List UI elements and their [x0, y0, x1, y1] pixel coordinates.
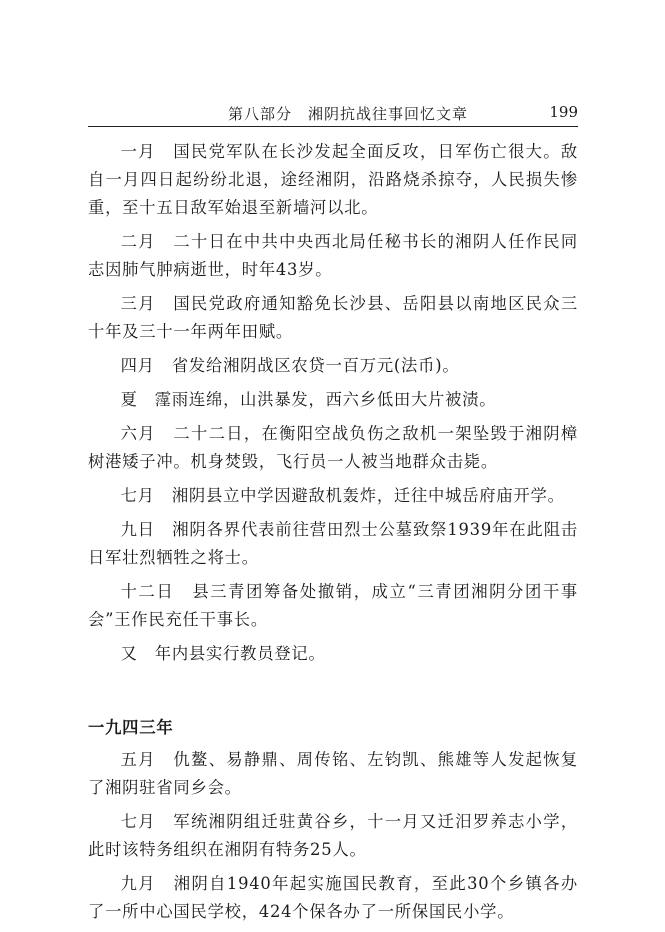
entry-july: 七月 湘阴县立中学因避敌机轰炸，迁往中城岳府庙开学。	[120, 486, 565, 505]
running-header	[88, 103, 578, 127]
entry-ninth-day: 九日 湘阴各界代表前往营田烈士公墓致祭1939年在此阻击日军壮烈牺牲之将士。	[88, 520, 578, 567]
entry-summer: 夏 霪雨连绵，山洪暴发，西六乡低田大片被渍。	[120, 390, 497, 409]
entry-twelfth-day: 十二日 县三青团筹备处撤销，成立“三青团湘阴分团干事会”王作民充任干事长。	[88, 582, 578, 629]
entry-february: 二月 二十日在中共中央西北局任秘书长的湘阴人任作民同志因肺气肿病逝世，时年43岁。	[88, 232, 578, 279]
entry-january: 一月 国民党军队在长沙发起全面反攻，日军伤亡很大。敌自一月四日起纷纷北退，途经湘阴，沿路烧杀掠夺，人民损失惨重，至十五日敌军始退至新墙河以北。	[88, 142, 578, 217]
page-number: 199	[549, 103, 578, 121]
entry-also: 又 年内县实行教员登记。	[120, 644, 326, 663]
entry-1943-may: 五月 仇鳌、易静鼎、周传铭、左钧凯、熊雄等人发起恢复了湘阴驻省同乡会。	[88, 750, 578, 797]
entry-march: 三月 国民党政府通知豁免长沙县、岳阳县以南地区民众三十年及三十一年两年田赋。	[88, 294, 578, 341]
entry-1943-september: 九月 湘阴自1940年起实施国民教育，至此30个乡镇各办了一所中心国民学校，424个保各办了一所保国民小学。	[88, 874, 578, 921]
entry-1943-july: 七月 军统湘阴组迁驻黄谷乡，十一月又迁汨罗养志小学，此时该特务组织在湘阴有特务25人。	[88, 812, 578, 859]
header-rule	[88, 126, 578, 127]
year-heading: 一九四三年	[88, 718, 174, 737]
document-body	[88, 138, 578, 932]
entry-april: 四月 省发给湘阴战区农贷一百万元(法币)。	[120, 356, 460, 375]
header-title: 第八部分 湘阴抗战往事回忆文章	[228, 105, 469, 123]
entry-june: 六月 二十二日，在衡阳空战负伤之敌机一架坠毁于湘阴樟树港矮子冲。机身焚毁，飞行员一人被当地群众击毙。	[88, 424, 578, 471]
